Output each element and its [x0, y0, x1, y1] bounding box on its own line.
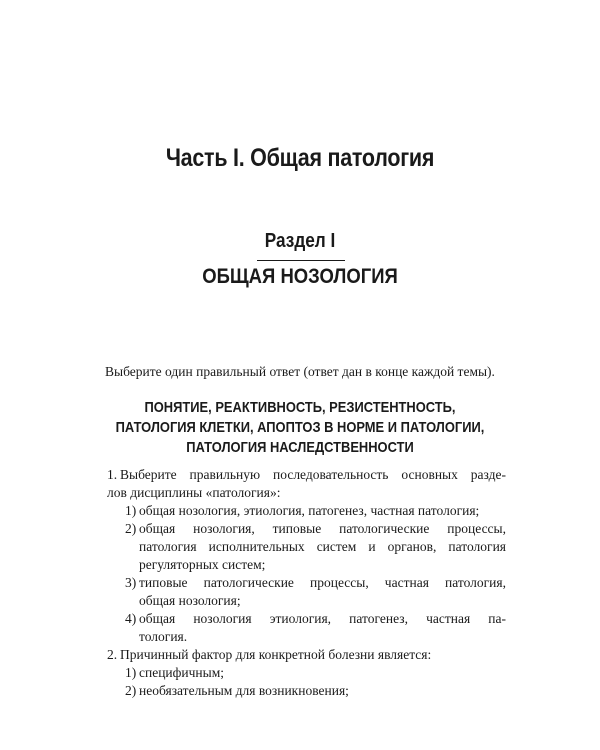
section-label: Раздел I — [264, 230, 336, 252]
option-text: типовые патологические процессы, частная патология, — [139, 575, 506, 590]
option-number: 3) — [125, 575, 137, 590]
option-text: патология исполнительных систем и органов, патология — [139, 539, 506, 554]
topic-heading-line: ПАТОЛОГИЯ НАСЛЕДСТВЕННОСТИ — [186, 439, 414, 456]
question-text: Выберите правильную последовательность основных разде- — [120, 467, 506, 482]
topic-heading — [0, 398, 600, 458]
option-number: 1) — [125, 503, 137, 518]
question-number: 1. — [107, 467, 118, 482]
option-text: тология. — [139, 629, 188, 644]
part-title: Часть I. Общая патология — [165, 144, 435, 172]
question-text: лов дисциплины «патология»: — [107, 485, 281, 500]
option-number: 1) — [125, 665, 137, 680]
option-text: общая нозология, типовые патологические процессы, — [139, 521, 506, 536]
question-number: 2. — [107, 647, 118, 662]
option-text: общая нозология; — [139, 593, 241, 608]
question-text: Причинный фактор для конкретной болезни является: — [120, 647, 432, 662]
option-text: общая нозология этиология, патогенез, частная па- — [139, 611, 506, 626]
section-divider — [257, 260, 345, 261]
option-text: регуляторных систем; — [139, 557, 266, 572]
option-text: общая нозология, этиология, патогенез, частная патология; — [139, 503, 480, 518]
instruction-text: Выберите один правильный ответ (ответ дан в конце каждой темы). — [105, 364, 495, 379]
option-number: 4) — [125, 611, 137, 626]
option-number: 2) — [125, 683, 137, 698]
option-number: 2) — [125, 521, 137, 536]
option-text: необязательным для возникновения; — [139, 683, 349, 698]
section-title: ОБЩАЯ НОЗОЛОГИЯ — [202, 265, 398, 288]
topic-heading-line: ПОНЯТИЕ, РЕАКТИВНОСТЬ, РЕЗИСТЕНТНОСТЬ, — [144, 399, 456, 416]
topic-heading-line: ПАТОЛОГИЯ КЛЕТКИ, АПОПТОЗ В НОРМЕ И ПАТОЛОГИИ, — [115, 419, 485, 436]
section-label-wrap — [0, 230, 600, 253]
option-text: специфичным; — [139, 665, 225, 680]
